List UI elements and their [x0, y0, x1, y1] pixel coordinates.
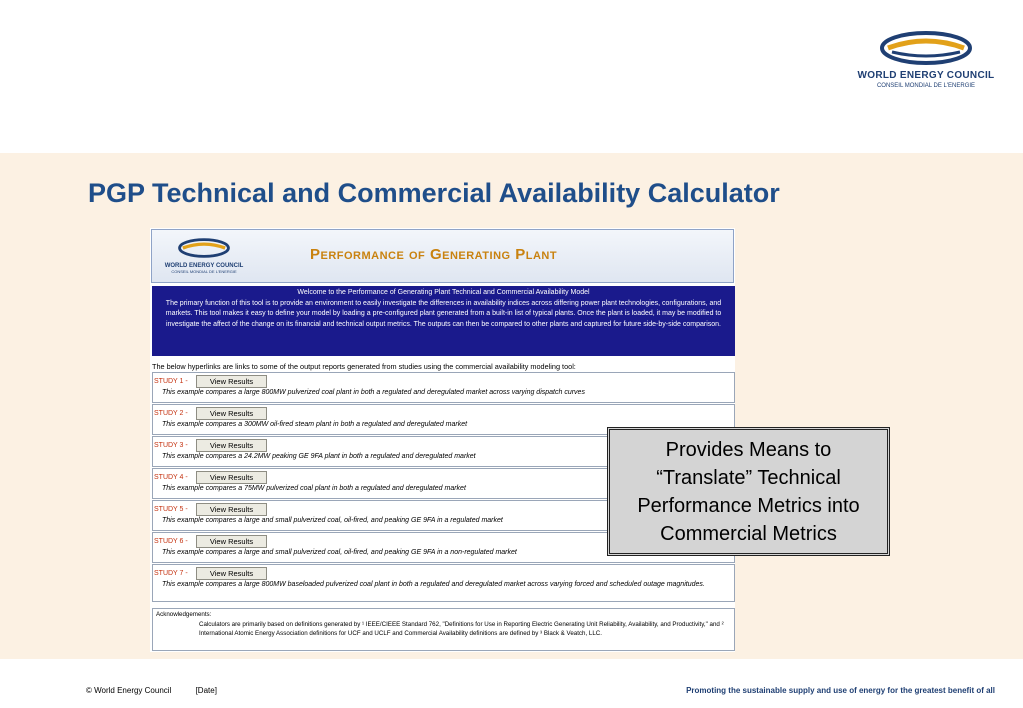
screenshot-logo — [155, 238, 253, 274]
screenshot-logo-subtitle: CONSEIL MONDIAL DE L'ENERGIE — [171, 269, 237, 274]
study-description: This example compares a large and small pulverized coal, oil-fired, and peaking GE 9FA in a non-regulated market — [162, 549, 517, 556]
wec-globe-icon-small — [176, 238, 232, 258]
view-results-button[interactable]: View Results — [196, 439, 267, 452]
wec-globe-icon — [878, 30, 974, 66]
view-results-button[interactable]: View Results — [196, 471, 267, 484]
ack-title: Acknowledgements: — [156, 611, 212, 618]
view-results-button[interactable]: View Results — [196, 567, 267, 580]
view-results-button[interactable]: View Results — [196, 407, 267, 420]
study-label: STUDY 4 - — [154, 474, 188, 481]
study-label: STUDY 3 - — [154, 442, 188, 449]
screenshot-banner: Performance of Generating Plant — [310, 246, 558, 263]
welcome-title: Welcome to the Performance of Generating Plant Technical and Commercial Availability Model — [297, 289, 590, 296]
view-results-button[interactable]: View Results — [196, 535, 267, 548]
study-row — [152, 564, 735, 602]
screenshot-logo-name: WORLD ENERGY COUNCIL — [164, 263, 244, 269]
study-row — [152, 372, 735, 403]
view-results-button[interactable]: View Results — [196, 375, 267, 388]
study-label: STUDY 7 - — [154, 570, 188, 577]
footer-date: [Date] — [195, 686, 217, 695]
footer-copyright: © World Energy Council — [86, 686, 172, 695]
footer-left — [86, 686, 217, 695]
slide-title: PGP Technical and Commercial Availability Calculator — [88, 178, 780, 208]
acknowledgements — [152, 608, 735, 651]
welcome-body: The primary function of this tool is to provide an environment to easily investigate the differences in availability indices across differing power plant technologies, configurations, and markets. This tool makes it easy to define your model by loading a pre-configured plant generated from a built-in list of typical plants. Once the plant is loaded, it may be modified to investigate the affect of the change on its financial and technical output metrics. The outputs can then be compared to other plants and captured for future side-by-side comparison. — [165, 299, 722, 328]
callout-text: Provides Means to “Translate” Technical Performance Metrics into Commercial Metrics — [637, 438, 860, 545]
study-label: STUDY 5 - — [154, 506, 188, 513]
study-description: This example compares a large and small pulverized coal, oil-fired, and peaking GE 9FA in a regulated market — [162, 517, 503, 524]
ack-body: Calculators are primarily based on definitions generated by ¹ IEEE/CIEEE Standard 762, "Definitions for Use in Reporting Electric Generating Unit Reliability, Availability, and Productivity," and ² International Atomic Energy Association definitions for UCF and UCLF and Commercial Availability definitions are defined by ³ Black & Veatch, LLC. — [199, 620, 724, 637]
screenshot-header — [151, 229, 734, 283]
welcome-panel — [152, 286, 735, 356]
study-description: This example compares a 24.2MW peaking GE 9FA plant in both a regulated and deregulated market — [162, 453, 476, 460]
logo-subtitle: CONSEIL MONDIAL DE L'ENERGIE — [876, 83, 976, 89]
logo-name: WORLD ENERGY COUNCIL — [857, 70, 995, 81]
callout-box — [607, 427, 890, 556]
study-description: This example compares a large 800MW baseloaded pulverized coal plant in both a regulated and deregulated market across varying forced and scheduled outage magnitudes. — [162, 581, 705, 588]
study-label: STUDY 1 - — [154, 378, 188, 385]
study-description: This example compares a 75MW pulverized coal plant in both a regulated and deregulated market — [162, 485, 466, 492]
study-label: STUDY 6 - — [154, 538, 188, 545]
study-label: STUDY 2 - — [154, 410, 188, 417]
footer-tagline: Promoting the sustainable supply and use of energy for the greatest benefit of all — [686, 686, 995, 695]
study-description: This example compares a large 800MW pulverized coal plant in both a regulated and deregulated market across varying dispatch curves — [162, 389, 585, 396]
links-intro: The below hyperlinks are links to some of the output reports generated from studies using the commercial availability modeling tool: — [152, 362, 576, 371]
wec-logo — [846, 30, 1006, 100]
study-description: This example compares a 300MW oil-fired steam plant in both a regulated and deregulated market — [162, 421, 468, 428]
view-results-button[interactable]: View Results — [196, 503, 267, 516]
